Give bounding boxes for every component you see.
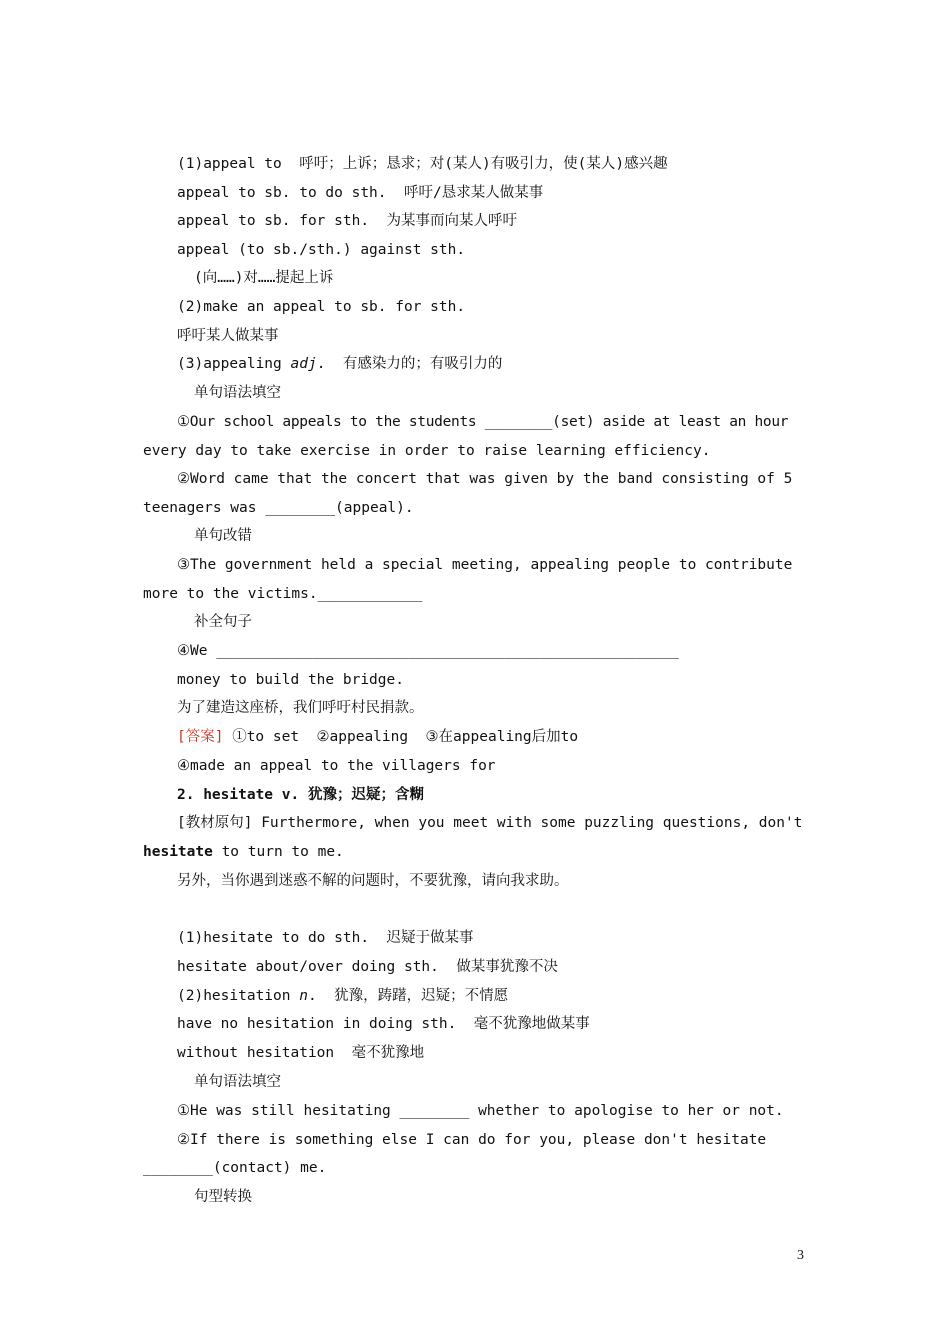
section-heading-complete-sentence: 补全句子 [194,614,252,630]
hesitation-word: (2)hesitation [177,988,300,1004]
exercise-4-line-2: money to build the bridge. [177,672,404,688]
exercise-3-line-2: more to the victims.____________ [143,586,423,602]
section-heading-error-correction: 单句改错 [194,528,252,544]
keyword-hesitate: hesitate [143,844,213,860]
answer-line-2: ④made an appeal to the villagers for [177,758,496,774]
exercise-4-line-1: ④We _____________________________________________________ [177,643,679,659]
hesitate-phrase-2: hesitate about/over doing sth. 做某事犹豫不决 [177,959,558,975]
answer-line-1 [177,727,578,747]
section-heading-grammar-fill-2: 单句语法填空 [194,1074,281,1090]
hesitation-phrase-2: without hesitation 毫不犹豫地 [177,1045,425,1061]
appealing-definition [177,354,502,374]
answer-text-1: ①to set ②appealing ③在appealing后加to [223,729,579,745]
exercise-5-line-1: ①He was still hesitating ________ whether to apologise to her or not. [177,1103,784,1119]
hesitation-meaning: . 犹豫，踌躇，迟疑；不情愿 [307,988,509,1004]
appeal-phrase-3: appeal to sb. for sth. 为某事而向某人呼吁 [177,213,518,229]
appealing-meaning: . 有感染力的；有吸引力的 [316,356,503,372]
section-heading-grammar-fill-1: 单句语法填空 [194,385,281,401]
hesitation-definition [177,986,508,1006]
hesitation-phrase-1: have no hesitation in doing sth. 毫不犹豫地做某事 [177,1016,590,1032]
appeal-phrase-1: (1)appeal to 呼吁；上诉；恳求；对(某人)有吸引力，使(某人)感兴趣 [177,156,668,172]
exercise-3-line-1: ③The government held a special meeting, appealing people to contribute [177,557,793,573]
textbook-sentence-line-2 [143,842,344,862]
exercise-6-line-1: ②If there is something else I can do for you, please don't hesitate [177,1132,767,1148]
appealing-word: (3)appealing [177,356,291,372]
exercise-1-line-2: every day to take exercise in order to raise learning efficiency. [143,443,711,459]
section-heading-sentence-transformation: 句型转换 [194,1189,252,1205]
word-heading-hesitate: 2. hesitate v. 犹豫；迟疑；含糊 [177,787,424,803]
appeal-phrase-2: appeal to sb. to do sth. 呼吁/恳求某人做某事 [177,185,544,201]
exercise-2-line-1: ②Word came that the concert that was given by the band consisting of 5 [177,471,793,487]
exercise-1-line-1 [177,412,805,432]
exercise-4-translation: 为了建造这座桥，我们呼吁村民捐款。 [177,700,424,716]
textbook-sentence-text-2: to turn to me. [212,844,344,860]
page-number: 3 [797,1248,804,1263]
textbook-sentence-label: [教材原句] [177,815,253,831]
appeal-phrase-4: appeal (to sb./sth.) against sth. [177,242,466,258]
textbook-sentence-text-1: Furthermore, when you meet with some puzzling questions, don't [252,815,803,831]
pos-noun: n [299,988,308,1004]
pos-adj: adj [290,356,317,372]
hesitate-phrase-1: (1)hesitate to do sth. 迟疑于做某事 [177,930,474,946]
exercise-2-line-2: teenagers was ________(appeal). [143,500,414,516]
exercise-1-text-a: ①Our school appeals to the students ________(set) aside at least an hour [177,414,789,430]
appeal-phrase-4-meaning: (向……)对……提起上诉 [194,270,334,286]
exercise-6-line-2: ________(contact) me. [143,1160,327,1176]
textbook-sentence-translation: 另外，当你遇到迷惑不解的问题时，不要犹豫，请向我求助。 [177,873,569,889]
answer-label: [答案] [177,729,224,745]
textbook-sentence-line-1 [177,813,802,833]
make-an-appeal-phrase: (2)make an appeal to sb. for sth. [177,299,466,315]
make-an-appeal-meaning: 呼吁某人做某事 [177,328,279,344]
